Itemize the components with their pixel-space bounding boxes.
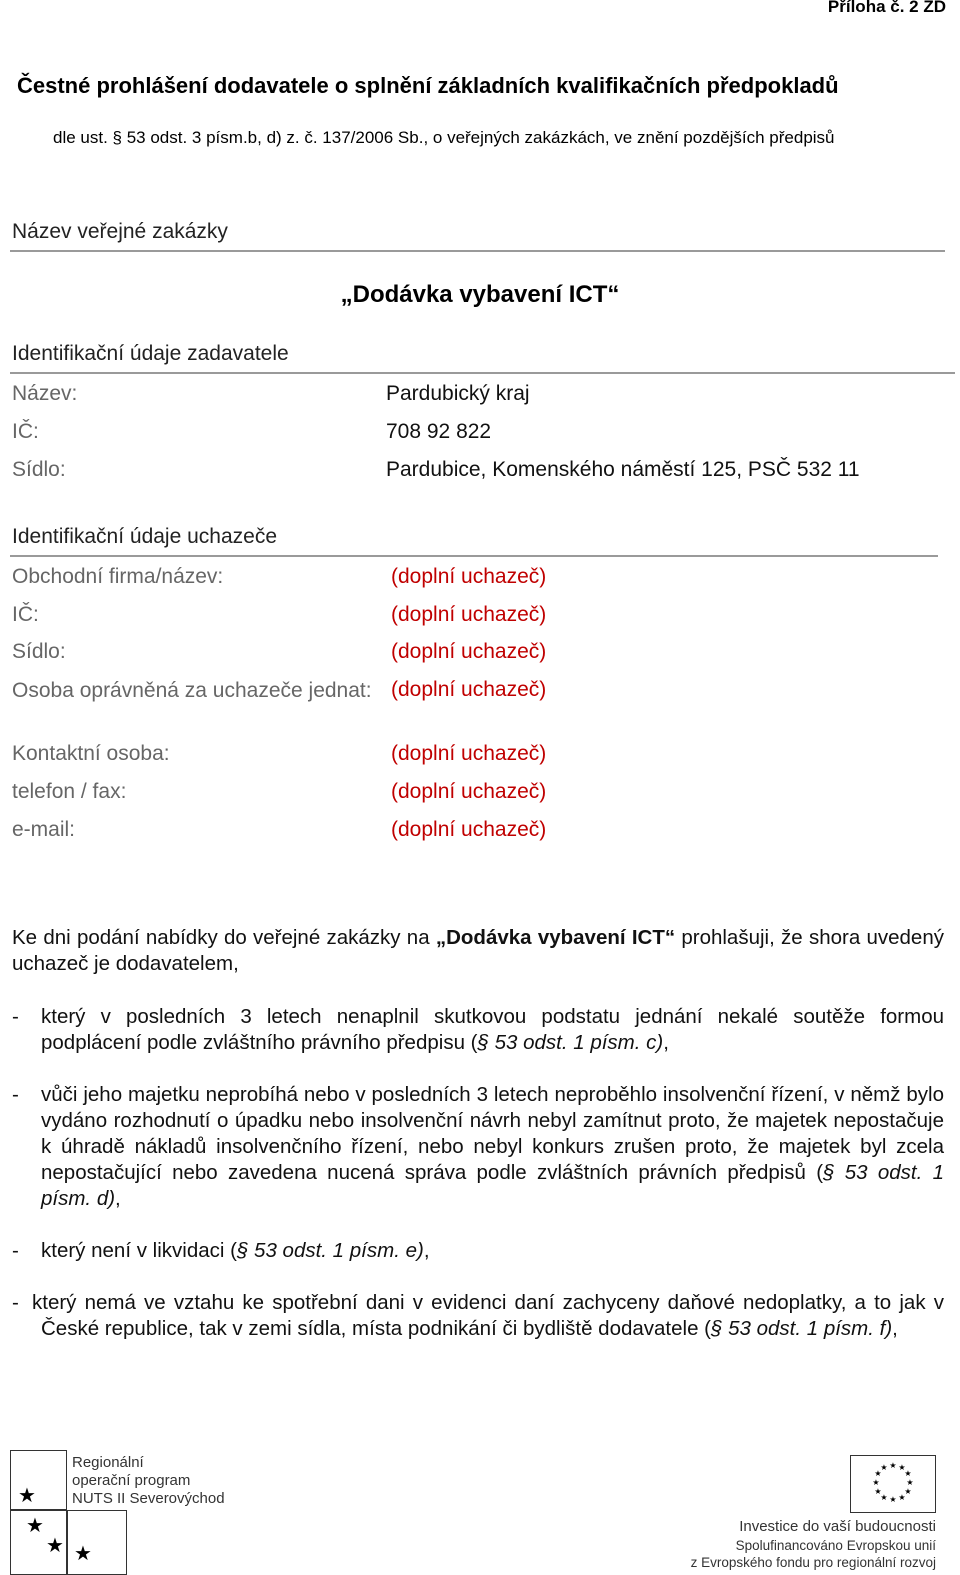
declaration-item: - který v posledních 3 letech nenaplnil skutkovou podstatu jednání nekalé soutěže formou podplácení podle zvláštního právního předpisu (§ 53 odst. 1 písm. c), xyxy=(12,1005,944,1054)
applicant-company-label: Obchodní firma/název: xyxy=(12,565,224,588)
rop-logo xyxy=(10,1450,250,1575)
list-dash: - xyxy=(12,1239,19,1262)
applicant-email-label: e-mail: xyxy=(12,818,76,841)
list-dash: - xyxy=(12,1083,19,1106)
section-divider xyxy=(10,555,938,557)
svg-text:★: ★ xyxy=(889,1495,897,1504)
svg-text:★: ★ xyxy=(904,1487,912,1496)
annex-label: Příloha č. 2 ZD xyxy=(827,0,946,16)
applicant-id-label: IČ: xyxy=(12,603,39,626)
star-icon: ★ xyxy=(74,1543,92,1565)
intro-text: Ke dni podání nabídky do veřejné zakázky na xyxy=(12,926,436,949)
declaration-item: - který není v likvidaci (§ 53 odst. 1 písm. e), xyxy=(12,1239,430,1262)
svg-text:★: ★ xyxy=(889,1461,897,1470)
list-dash: - xyxy=(12,1291,19,1314)
eu-slogan: Investice do vaší budoucnosti xyxy=(739,1518,936,1535)
applicant-email-value[interactable]: (doplní uchazeč) xyxy=(391,818,547,841)
applicant-seat-value[interactable]: (doplní uchazeč) xyxy=(391,640,547,663)
star-icon: ★ xyxy=(26,1515,44,1537)
eu-flag-icon xyxy=(850,1455,936,1513)
document-subtitle: dle ust. § 53 odst. 3 písm.b, d) z. č. 137/2006 Sb., o veřejných zakázkách, ve znění pozdějších předpisů xyxy=(53,128,835,147)
authority-name-label: Název: xyxy=(12,382,78,405)
applicant-phone-value[interactable]: (doplní uchazeč) xyxy=(391,780,547,803)
rop-logo-text: Regionální operační program NUTS II Severovýchod xyxy=(72,1454,225,1507)
eu-cofinanced: Spolufinancováno Evropskou unií xyxy=(735,1538,936,1553)
list-dash: - xyxy=(12,1005,19,1028)
eu-fund: z Evropského fondu pro regionální rozvoj xyxy=(690,1555,936,1570)
svg-text:★: ★ xyxy=(906,1478,914,1487)
applicant-contact-value[interactable]: (doplní uchazeč) xyxy=(391,742,547,765)
star-icon: ★ xyxy=(46,1535,64,1557)
svg-text:★: ★ xyxy=(904,1469,912,1478)
svg-text:★: ★ xyxy=(898,1463,906,1472)
authority-seat-label: Sídlo: xyxy=(12,458,66,481)
declaration-item: - vůči jeho majetku neprobíhá nebo v posledních 3 letech neproběhlo insolvenční řízení, v němž bylo vydáno rozhodnutí o úpadku nebo insolvenční návrh nebyl zamítnut proto, že majetek nepostačuje k úhradě nákladů insolvenčního řízení, nebo nebyl konkurs zrušen proto, že majetek byl zcela nepostačující nebo zavedena nucená správa podle zvláštních právních předpisů (§ 53 odst. 1 písm. d), xyxy=(12,1083,944,1210)
declaration-intro xyxy=(12,925,944,977)
applicant-id-value[interactable]: (doplní uchazeč) xyxy=(391,603,547,626)
applicant-seat-label: Sídlo: xyxy=(12,640,66,663)
contract-heading: Název veřejné zakázky xyxy=(12,220,228,243)
legal-reference: § 53 odst. 1 písm. c) xyxy=(477,1031,664,1054)
authority-heading: Identifikační údaje zadavatele xyxy=(12,342,289,365)
intro-contract-name: „Dodávka vybavení ICT“ xyxy=(435,926,676,949)
applicant-phone-label: telefon / fax: xyxy=(12,780,127,803)
applicant-representative-value[interactable]: (doplní uchazeč) xyxy=(391,678,547,701)
svg-text:★: ★ xyxy=(880,1463,888,1472)
legal-reference: § 53 odst. 1 písm. f) xyxy=(711,1317,893,1340)
document-title: Čestné prohlášení dodavatele o splnění základních kvalifikačních předpokladů xyxy=(17,73,839,98)
authority-id-value: 708 92 822 xyxy=(386,420,492,443)
legal-reference: § 53 odst. 1 písm. e) xyxy=(236,1239,424,1262)
star-icon: ★ xyxy=(18,1485,36,1507)
contract-name: „Dodávka vybavení ICT“ xyxy=(340,281,620,308)
svg-text:★: ★ xyxy=(898,1493,906,1502)
authority-name-value: Pardubický kraj xyxy=(386,382,530,405)
legal-reference: § 53 odst. 1 písm. d) xyxy=(41,1161,944,1210)
applicant-heading: Identifikační údaje uchazeče xyxy=(12,525,278,548)
svg-text:★: ★ xyxy=(872,1478,880,1487)
svg-text:★: ★ xyxy=(880,1493,888,1502)
applicant-company-value[interactable]: (doplní uchazeč) xyxy=(391,565,547,588)
section-divider xyxy=(10,250,945,252)
applicant-contact-label: Kontaktní osoba: xyxy=(12,742,170,765)
authority-seat-value: Pardubice, Komenského náměstí 125, PSČ 532 11 xyxy=(386,458,860,481)
intro-text-end: prohlašuji, že shora uvedený uchazeč je dodavatelem, xyxy=(12,926,944,975)
svg-text:★: ★ xyxy=(874,1469,882,1478)
eu-logo xyxy=(680,1452,940,1575)
applicant-representative-label: Osoba oprávněná za uchazeče jednat: xyxy=(12,679,372,702)
authority-id-label: IČ: xyxy=(12,420,39,443)
section-divider xyxy=(10,372,955,374)
svg-text:★: ★ xyxy=(874,1487,882,1496)
declaration-item: - který nemá ve vztahu ke spotřební dani v evidenci daní zachyceny daňové nedoplatky, a to jak v České republice, tak v zemi sídla, místa podnikání či bydliště dodavatele (§ 53 odst. 1 písm. f), xyxy=(12,1291,944,1340)
